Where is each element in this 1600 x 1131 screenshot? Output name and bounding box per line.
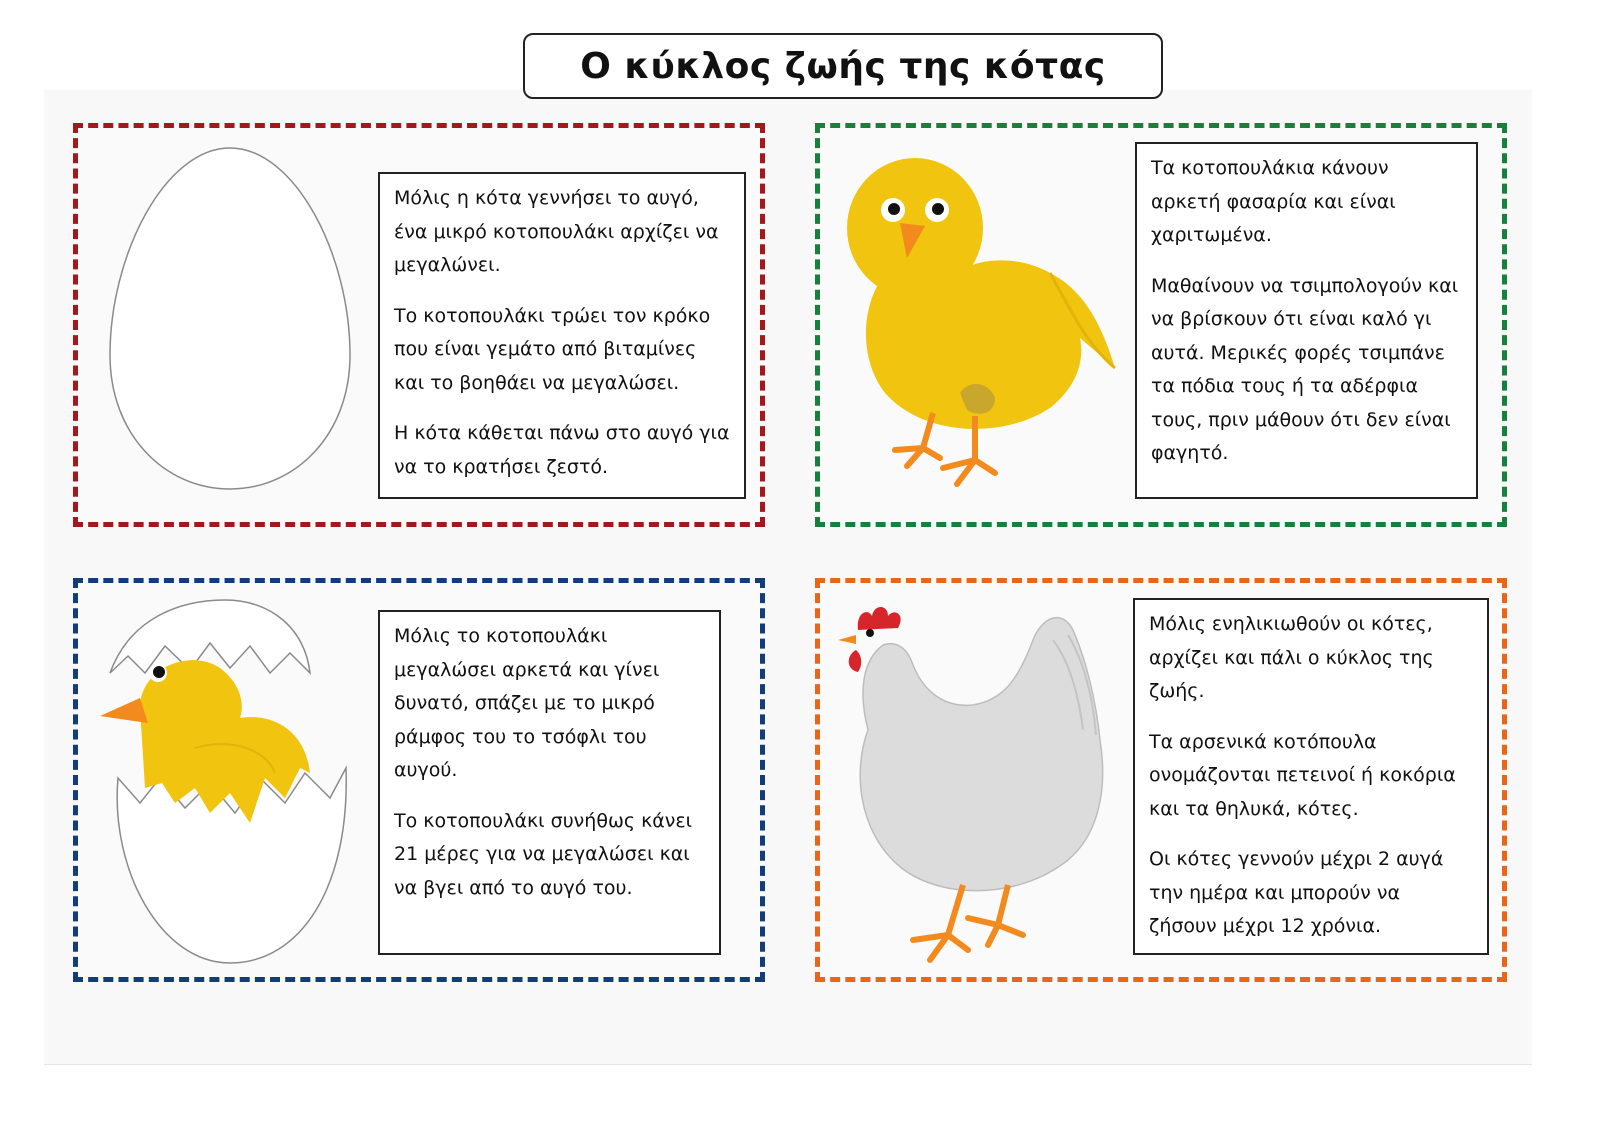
chick-icon <box>845 148 1125 498</box>
egg-text-box <box>378 172 746 499</box>
chick-paragraph-2: Μαθαίνουν να τσιμπολογούν και να βρίσκουν ότι είναι καλό γι αυτά. Μερικές φορές τσιμπάνε τα πόδια τους ή τα αδέρφια τους, πριν μάθουν ότι δεν είναι φαγητό. <box>1151 274 1459 464</box>
egg-paragraph-2: Το κοτοπουλάκι τρώει τον κρόκο που είναι γεμάτο από βιταμίνες και το βοηθάει να μεγαλώσει. <box>394 304 711 394</box>
chick-text-box <box>1135 142 1478 499</box>
hen-paragraph-3: Οι κότες γεννούν μέχρι 2 αυγά την ημέρα και μπορούν να ζήσουν μέχρι 12 χρόνια. <box>1149 848 1444 937</box>
hatching-paragraph-2: Το κοτοπουλάκι συνήθως κάνει 21 μέρες για να μεγαλώσει και να βγει από το αυγό του. <box>394 809 693 899</box>
chick-paragraph-1: Τα κοτοπουλάκια κάνουν αρκετή φασαρία και είναι χαριτωμένα. <box>1151 157 1396 246</box>
hatching-text-box <box>378 610 721 955</box>
hen-paragraph-2: Τα αρσενικά κοτόπουλα ονομάζονται πετεινοί ή κοκόρια και τα θηλυκά, κότες. <box>1149 730 1456 820</box>
hatching-chick-icon <box>100 598 360 968</box>
egg-icon <box>105 145 355 495</box>
hen-icon <box>838 600 1113 970</box>
page-title: Ο κύκλος ζωής της κότας <box>523 33 1163 99</box>
hen-paragraph-1: Μόλις ενηλικιωθούν οι κότες, αρχίζει και πάλι ο κύκλος της ζωής. <box>1149 613 1434 702</box>
egg-paragraph-3: Η κότα κάθεται πάνω στο αυγό για να το κρατήσει ζεστό. <box>394 422 730 478</box>
hatching-paragraph-1: Μόλις το κοτοπουλάκι μεγαλώσει αρκετά και γίνει δυνατό, σπάζει με το μικρό ράμφος του το τσόφλι του αυγού. <box>394 625 660 781</box>
hen-text-box <box>1133 598 1489 955</box>
egg-paragraph-1: Μόλις η κότα γεννήσει το αυγό, ένα μικρό κοτοπουλάκι αρχίζει να μεγαλώνει. <box>394 187 719 276</box>
